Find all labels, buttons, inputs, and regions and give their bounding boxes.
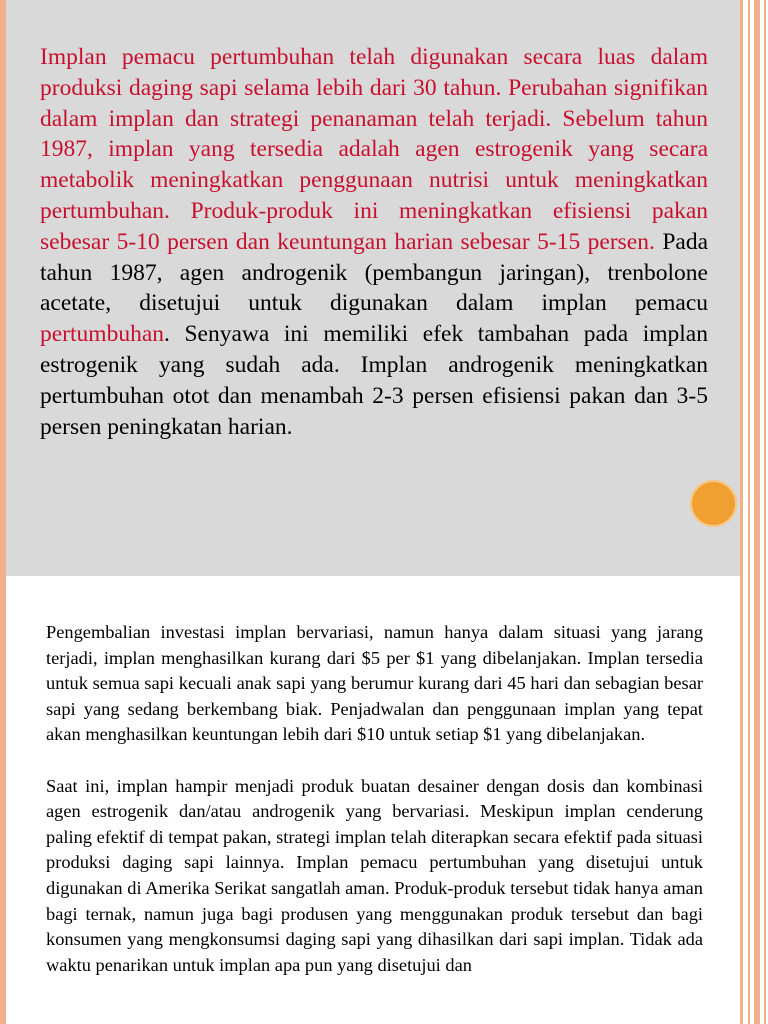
slide-1-text-red-1: Implan pemacu pertumbuhan telah digunakan secara luas dalam produksi daging sapi selama lebih dari 30 tahun. Perubahan signifikan dalam implan dan strategi penanaman telah terjadi. Sebelum tahun 1987, implan yang tersedia adalah agen estrogenik yang secara metabolik meningkatkan penggunaan nutrisi untuk meningkatkan pertumbuhan. Produk-produk ini meningkatkan efisiensi pakan sebesar 5-10 persen dan keuntungan harian sebesar 5-15 persen. bbox=[40, 44, 708, 255]
right-border-decoration bbox=[740, 0, 768, 1024]
border-stripe bbox=[748, 0, 750, 1024]
slide-2-paragraph-2: Saat ini, implan hampir menjadi produk buatan desainer dengan dosis dan kombinasi agen estrogenik dan/atau androgenik yang bervariasi. Meskipun implan cenderung paling efektif di tempat pakan, strategi implan telah diterapkan secara efektif pada situasi produksi daging sapi lainnya. Implan pemacu pertumbuhan yang disetujui untuk digunakan di Amerika Serikat sangatlah aman. Produk-produk tersebut tidak hanya aman bagi ternak, namun juga bagi produsen yang menggunakan produk tersebut dan bagi konsumen yang mengkonsumsi daging sapi yang dihasilkan dari sapi implan. Tidak ada waktu penarikan untuk implan apa pun yang disetujui dan bbox=[46, 775, 703, 975]
slide-1-text-black-1: Pada tahun 1987, agen androgenik (pembangun jaringan), trenbolone acetate, disetujui untuk digunakan dalam implan pemacu bbox=[40, 228, 709, 317]
border-stripe bbox=[740, 0, 743, 1024]
border-stripe bbox=[754, 0, 760, 1024]
orange-circle-decoration bbox=[690, 480, 737, 527]
slide-2-paragraph-1: Pengembalian investasi implan bervariasi, namun hanya dalam situasi yang jarang terjadi, implan menghasilkan kurang dari $5 per $1 yang dibelanjakan. Implan tersedia untuk semua sapi kecuali anak sapi yang berumur kurang dari 45 hari dan sebagian besar sapi yang sedang berkembang biak. Penjadwalan dan penggunaan implan yang tepat akan menghasilkan keuntungan lebih dari $10 untuk setiap $1 yang dibelanjakan. bbox=[46, 622, 703, 745]
border-stripe bbox=[764, 0, 766, 1024]
slide-1-body-text bbox=[40, 42, 708, 442]
slide-2-body-text bbox=[46, 620, 703, 1004]
slide-2 bbox=[0, 576, 740, 1024]
slide-1-text-black-2: . Senyawa ini memiliki efek tambahan pada implan estrogenik yang sudah ada. Implan androgenik meningkatkan pertumbuhan otot dan menambah 2-3 persen efisiensi pakan dan 3-5 persen peningkatan harian. bbox=[40, 321, 708, 440]
slide-1-text-red-2: pertumbuhan bbox=[40, 321, 164, 348]
